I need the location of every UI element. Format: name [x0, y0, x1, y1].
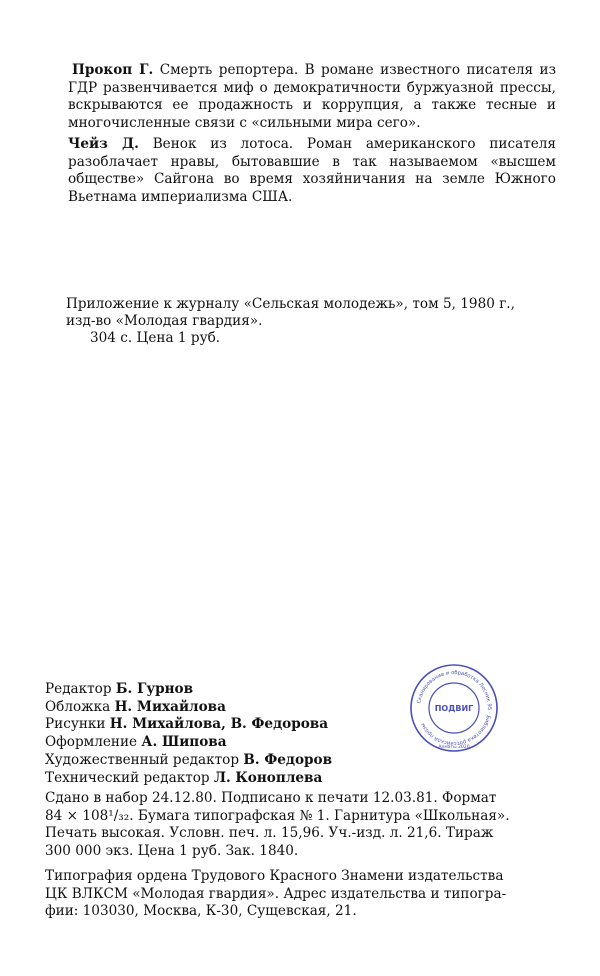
- credit-role: Оформление: [45, 734, 138, 751]
- credit-role: Редактор: [45, 681, 112, 697]
- credit-role: Художественный редактор: [45, 751, 240, 768]
- print-info-line: 300 000 экз. Цена 1 руб. Зак. 1840.: [45, 843, 299, 860]
- book-author-2: Чейз Д.: [68, 136, 139, 152]
- book-text-1: Смерть репортера. В романе известного писателя из ГДР развенчивается миф о демократичности буржуазной прессы, вскрываются ее продажность и коррупция, а также тесные и многочисленные связи с «сильными мира сего».: [68, 62, 557, 131]
- stamp-center-text: ПОДВИГ: [434, 704, 474, 713]
- credit-name: Н. Михайлова, В. Федорова: [109, 716, 329, 733]
- printer-info-line: ЦК ВЛКСМ «Молодая гвардия». Адрес издательства и типогра-: [45, 885, 507, 902]
- credit-name: Л. Коноплева: [213, 769, 323, 786]
- library-stamp: [408, 662, 500, 754]
- print-info-line: Сдано в набор 24.12.80. Подписано к печати 12.03.81. Формат: [45, 790, 497, 806]
- credit-name: Н. Михайлова: [114, 698, 226, 715]
- credit-row: [45, 770, 565, 788]
- print-info-line: Печать высокая. Условн. печ. л. 15,96. Уч.-изд. л. 21,6. Тираж: [45, 825, 494, 842]
- credit-name: А. Шипова: [141, 734, 227, 751]
- stamp-icon: [408, 662, 500, 754]
- stamp-bottom-text: Алматы 2020: [438, 745, 470, 750]
- printer-info: [45, 868, 560, 921]
- stamp-ring-text: Сканирование и обработка Лесник 95 · Библиотека российской прозы: [416, 669, 493, 747]
- printer-info-line: фии: 103030, Москва, К-30, Сущевская, 21.: [45, 903, 357, 920]
- credit-row: [45, 752, 565, 770]
- credit-role: Технический редактор: [45, 769, 210, 786]
- print-info: [45, 790, 560, 861]
- print-info-line: 84 × 108¹/₃₂. Бумага типографская № 1. Гарнитура «Школьная».: [45, 807, 510, 824]
- book-text-2: Венок из лотоса. Роман американского писателя разоблачает нравы, бытовавшие в так называемом «высшем обществе» Сайгона во время хозяйничания на земле Южного Вьетнама империализма США.: [68, 136, 556, 205]
- book-annotation-1: [68, 62, 556, 132]
- book-author-1: Прокоп Г.: [72, 62, 154, 78]
- supplement-line-1: Приложение к журналу «Сельская молодежь», том 5, 1980 г.,: [66, 296, 515, 312]
- credit-role: Обложка: [45, 698, 111, 715]
- supplement-line-3: 304 с. Цена 1 руб.: [90, 330, 221, 346]
- printer-info-line: Типография ордена Трудового Красного Знамени издательства: [45, 868, 504, 884]
- credit-role: Рисунки: [45, 716, 106, 733]
- credit-name: Б. Гурнов: [115, 681, 194, 697]
- supplement-line-2: изд-во «Молодая гвардия».: [66, 313, 263, 329]
- credit-name: В. Федоров: [243, 751, 333, 768]
- book-annotation-2: [68, 136, 556, 206]
